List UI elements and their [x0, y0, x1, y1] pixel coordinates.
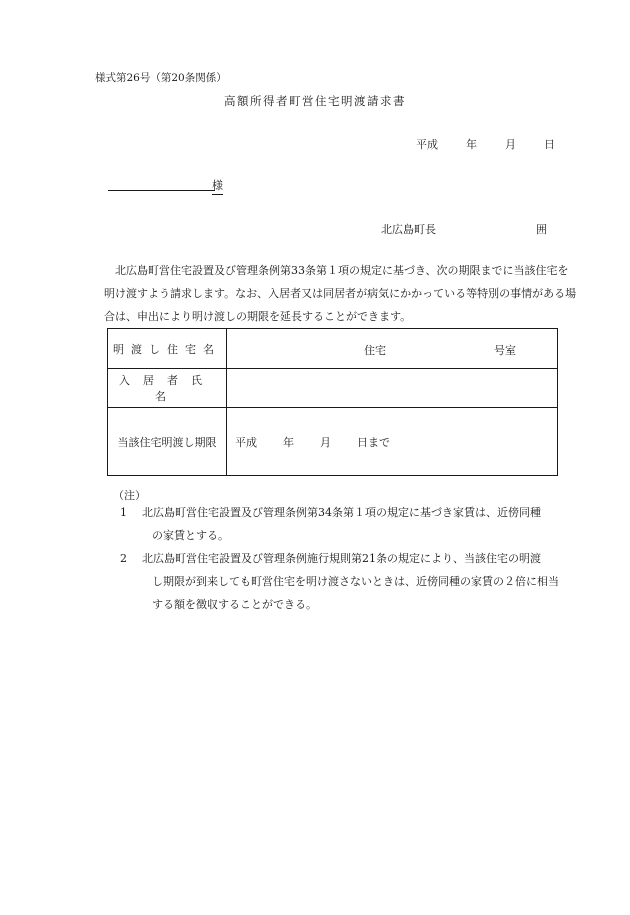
- note-number: 1: [120, 506, 127, 519]
- date-line: [416, 136, 555, 152]
- vacated-housing-field[interactable]: [227, 329, 558, 369]
- room-suffix: 号室: [494, 344, 516, 357]
- table-row: [108, 329, 558, 369]
- deadline-era: 平成: [235, 436, 257, 449]
- note-text-continued: する額を徴収することができる。: [152, 598, 317, 611]
- note-text-continued: し期限が到来しても町営住宅を明け渡さないときは、近傍同種の家賃の２倍に相当: [152, 575, 559, 588]
- resident-name-field[interactable]: [227, 369, 558, 408]
- date-year-label: 年: [466, 138, 477, 151]
- issuer-name: 北広島町長: [381, 223, 436, 236]
- document-title: 高額所得者町営住宅明渡請求書: [224, 94, 406, 108]
- note-text: 北広島町営住宅設置及び管理条例施行規則第21条の規定により、当該住宅の明渡: [142, 552, 541, 565]
- housing-info-table: [107, 328, 558, 476]
- date-month-label: 月: [505, 138, 516, 151]
- note-number: 2: [120, 552, 127, 565]
- note-item: [120, 547, 580, 616]
- table-row: [108, 408, 558, 476]
- note-text: 北広島町営住宅設置及び管理条例第34条第１項の規定に基づき家賃は、近傍同種: [142, 506, 541, 519]
- note-item: [120, 501, 580, 547]
- form-number: 様式第26号（第20条関係）: [95, 72, 227, 84]
- table-row: [108, 369, 558, 408]
- housing-suffix: 住宅: [364, 344, 386, 357]
- label-vacate-deadline: 当該住宅明渡し期限: [108, 408, 227, 476]
- deadline-year: 年: [283, 436, 294, 449]
- addressee-suffix: 様: [212, 177, 223, 195]
- notes-heading: （注）: [113, 489, 146, 502]
- seal-mark: 囲: [536, 223, 547, 236]
- date-era: 平成: [416, 138, 438, 151]
- addressee-blank[interactable]: [108, 182, 215, 191]
- label-resident-name: 入居者氏名: [108, 369, 227, 408]
- deadline-month: 月: [320, 436, 331, 449]
- request-paragraph: 北広島町営住宅設置及び管理条例第33条第１項の規定に基づき、次の期限までに当該住宅を明け渡すよう請求します。なお、入居者又は同居者が病気にかかっている等特別の事情がある場合は、申出により明け渡しの期限を延長することができます。: [104, 264, 577, 323]
- note-text-continued: の家賃とする。: [152, 529, 229, 542]
- request-body: [104, 259, 578, 328]
- deadline-until: 日まで: [357, 436, 390, 449]
- deadline-date: [235, 434, 390, 450]
- date-day-label: 日: [544, 138, 555, 151]
- vacate-deadline-field[interactable]: [227, 408, 558, 476]
- label-vacated-housing: 明渡し住宅名: [108, 329, 227, 369]
